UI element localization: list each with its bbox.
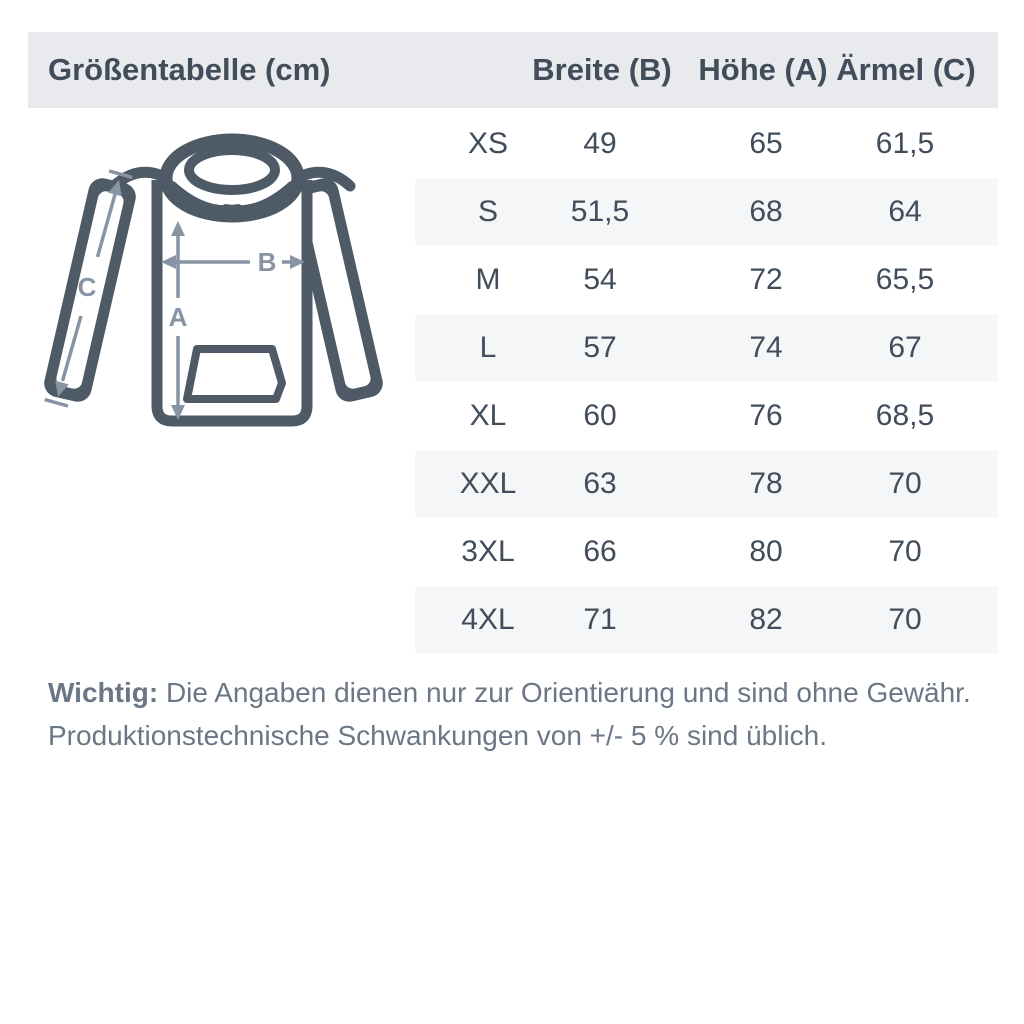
hoehe-value: 78 <box>749 467 783 500</box>
table-row-xxl <box>415 450 998 518</box>
aermel-value: 65,5 <box>875 263 935 296</box>
disclaimer-line-1 <box>48 671 988 714</box>
aermel-value: 70 <box>888 467 922 500</box>
breite-value: 57 <box>583 331 617 364</box>
breite-value: 71 <box>583 603 617 636</box>
breite-value: 51,5 <box>570 195 630 228</box>
table-row-4xl <box>415 586 998 654</box>
size-label: M <box>475 263 501 296</box>
breite-value: 60 <box>583 399 617 432</box>
breite-value: 54 <box>583 263 617 296</box>
hoehe-value: 72 <box>749 263 783 296</box>
breite-value: 63 <box>583 467 617 500</box>
breite-value: 66 <box>583 535 617 568</box>
disclaimer-bold-prefix: Wichtig: <box>48 677 159 708</box>
hood-opening <box>189 150 275 190</box>
breite-value: 49 <box>583 127 617 160</box>
size-label: XXL <box>459 467 517 500</box>
table-row-s <box>415 178 998 246</box>
size-label: XL <box>469 399 507 432</box>
hoehe-value: 76 <box>749 399 783 432</box>
hoehe-value: 80 <box>749 535 783 568</box>
aermel-value: 61,5 <box>875 127 935 160</box>
size-label: L <box>479 331 497 364</box>
column-header-hoehe: Höhe (A) <box>698 52 828 87</box>
size-label: 3XL <box>461 535 515 568</box>
disclaimer-note <box>48 671 988 757</box>
aermel-value: 64 <box>888 195 922 228</box>
table-row-m <box>415 246 998 314</box>
disclaimer-line-1-text: Die Angaben dienen nur zur Orientierung und sind ohne Gewähr. <box>158 677 971 708</box>
size-label: S <box>477 195 499 228</box>
aermel-value: 67 <box>888 331 922 364</box>
label-c: C <box>77 272 97 302</box>
hoodie-measurement-diagram <box>30 122 410 454</box>
hoehe-value: 74 <box>749 331 783 364</box>
hoehe-value: 82 <box>749 603 783 636</box>
page-title: Größentabelle (cm) <box>48 52 331 87</box>
hoehe-value: 68 <box>749 195 783 228</box>
table-header-bar <box>28 32 998 108</box>
hoehe-value: 65 <box>749 127 783 160</box>
table-row-3xl <box>415 518 998 586</box>
aermel-value: 70 <box>888 603 922 636</box>
size-label: XS <box>467 127 509 160</box>
table-row-xl <box>415 382 998 450</box>
label-b: B <box>257 247 277 277</box>
disclaimer-line-2: Produktionstechnische Schwankungen von +/- 5 % sind üblich. <box>48 720 828 751</box>
column-header-aermel: Ärmel (C) <box>836 52 976 87</box>
pocket-outline <box>187 349 282 399</box>
column-header-breite: Breite (B) <box>532 52 672 87</box>
table-row-xs <box>415 110 998 178</box>
table-row-l <box>415 314 998 382</box>
aermel-value: 70 <box>888 535 922 568</box>
size-table <box>415 110 998 654</box>
aermel-value: 68,5 <box>875 399 935 432</box>
size-label: 4XL <box>461 603 515 636</box>
label-a: A <box>168 302 188 332</box>
